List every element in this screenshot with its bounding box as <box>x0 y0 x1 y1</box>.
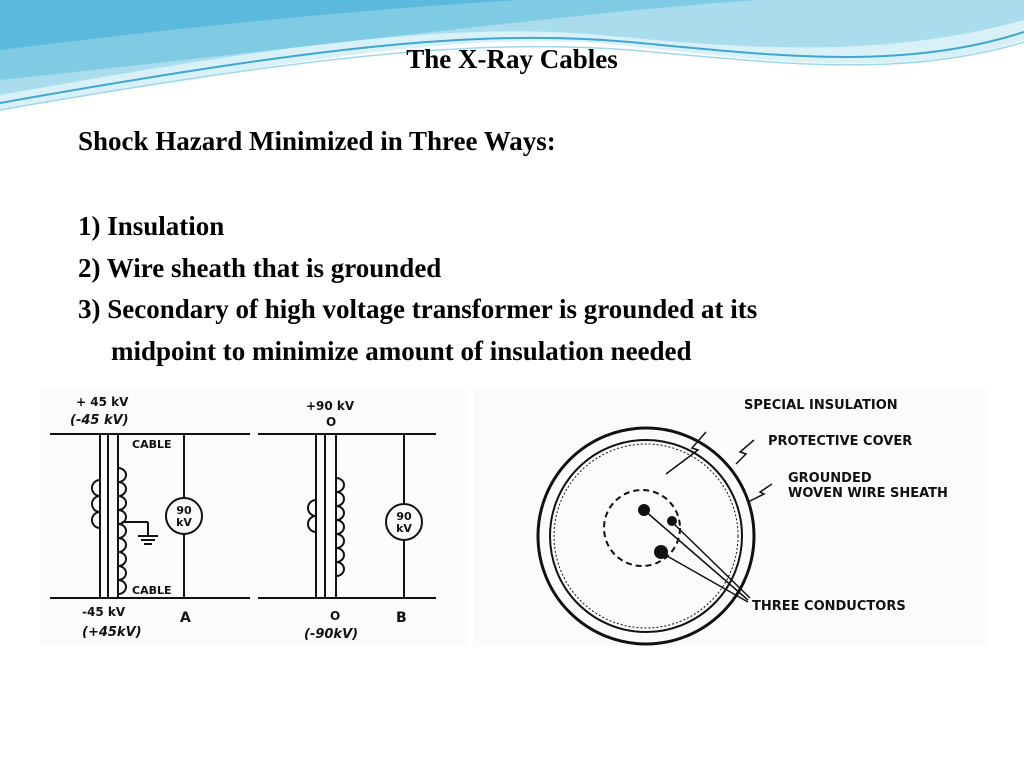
transformer-circuits-figure <box>40 388 468 646</box>
circuit-a-meter-unit: kV <box>176 516 192 529</box>
circuit-a-meter-value: 90 <box>176 504 192 517</box>
hazard-list <box>78 206 978 372</box>
list-item-secondary-continued: midpoint to minimize amount of insulation needed <box>111 335 692 366</box>
label-special-insulation: SPECIAL INSULATION <box>744 398 898 413</box>
list-item-sheath: 2) Wire sheath that is grounded <box>78 252 442 283</box>
circuit-a-top-voltage-alt: (-45 kV) <box>70 413 129 428</box>
circuit-b-bottom-zero: O <box>330 609 341 623</box>
circuit-a-top-voltage: + 45 kV <box>76 395 129 409</box>
label-woven-wire-sheath: WOVEN WIRE SHEATH <box>788 486 948 501</box>
cable-cross-section-figure <box>474 388 988 646</box>
section-heading: Shock Hazard Minimized in Three Ways: <box>78 126 556 156</box>
circuit-b-bottom-voltage-alt: (-90kV) <box>304 627 359 642</box>
circuit-b-top-voltage: +90 kV <box>306 399 355 413</box>
circuit-a-bottom-voltage: -45 kV <box>82 605 126 619</box>
circuit-b-top-zero: O <box>326 415 337 429</box>
circuit-a-top-cable-label: CABLE <box>132 438 172 451</box>
circuit-b-meter-value: 90 <box>396 510 412 523</box>
circuit-b-meter-unit: kV <box>396 522 412 535</box>
label-protective-cover: PROTECTIVE COVER <box>768 434 913 449</box>
list-item-insulation: 1) Insulation <box>78 211 225 241</box>
circuit-a-label: A <box>180 610 191 626</box>
label-three-conductors: THREE CONDUCTORS <box>752 599 906 614</box>
circuit-a-bottom-voltage-alt: (+45kV) <box>82 625 142 640</box>
slide-title: The X-Ray Cables <box>406 44 618 74</box>
circuit-b-label: B <box>396 610 407 626</box>
label-grounded: GROUNDED <box>788 471 872 486</box>
circuit-a-bottom-cable-label: CABLE <box>132 584 172 597</box>
list-item-secondary: 3) Secondary of high voltage transformer is grounded at its <box>78 294 758 324</box>
